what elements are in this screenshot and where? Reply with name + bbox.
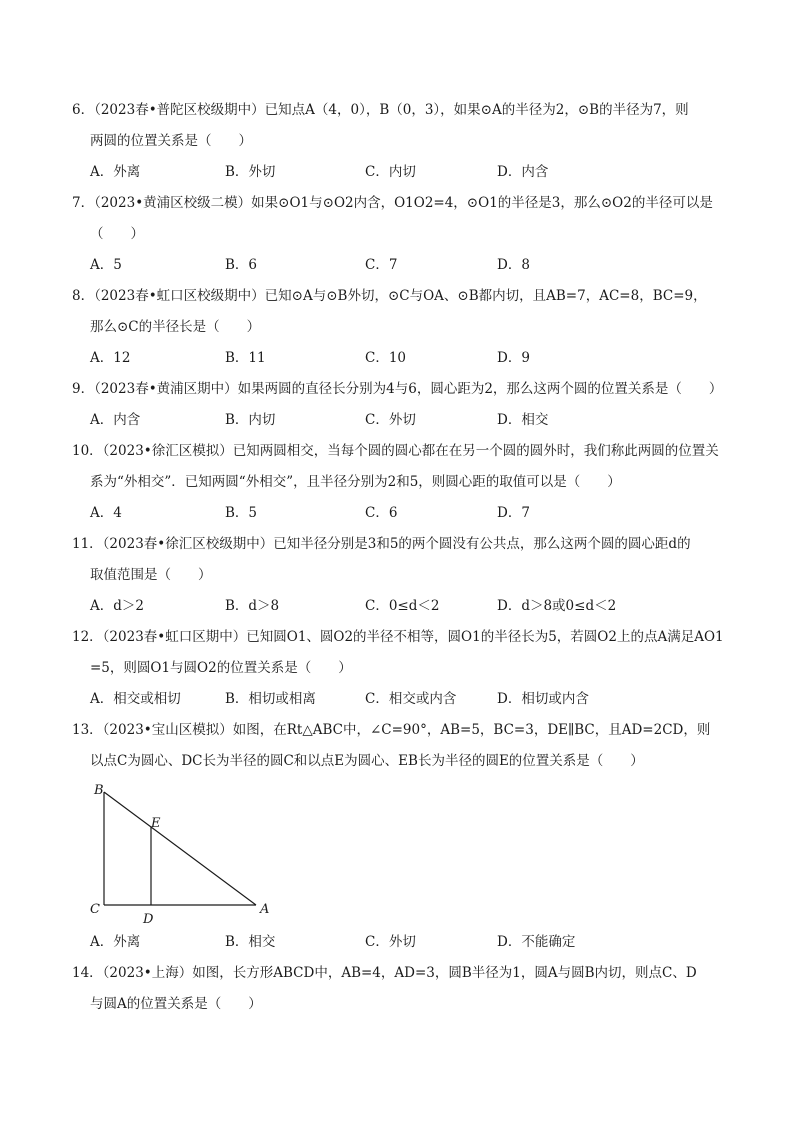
question-11-stem-cont: 取值范围是（ ） — [90, 567, 212, 583]
label-a: A — [260, 902, 270, 917]
question-12-stem: 12．（2023春•虹口区期中）已知圆O1、圆O2的半径不相等，圆O1的半径长为5，若圆O2上的点A满足AO1 — [72, 629, 724, 645]
option-c: C．6 — [365, 505, 398, 521]
option-d: D．d＞8或0≤d＜2 — [497, 598, 617, 614]
option-c: C．外切 — [365, 412, 416, 428]
option-a: A．12 — [90, 350, 131, 366]
question-7-stem-cont: （ ） — [90, 226, 144, 242]
option-b: B．d＞8 — [225, 598, 280, 614]
question-10-options — [90, 503, 750, 523]
option-d: D．8 — [497, 257, 530, 273]
question-6-stem: 6．（2023春•普陀区校级期中）已知点A（4，0），B（0，3），如果⊙A的半径为2，⊙B的半径为7，则 — [72, 102, 689, 118]
question-7-options — [90, 255, 750, 275]
option-b: B．5 — [225, 505, 258, 521]
question-6-stem-cont: 两圆的位置关系是（ ） — [90, 133, 252, 149]
question-10-stem: 10．（2023•徐汇区模拟）已知两圆相交，当每个圆的圆心都在在另一个圆的圆外时，我们称此两圆的位置关 — [72, 443, 719, 459]
question-10-stem-cont: 系为“外相交”．已知两圆“外相交”，且半径分别为2和5，则圆心距的取值可以是（ ） — [90, 474, 621, 490]
option-a: A．相交或相切 — [90, 691, 181, 707]
option-b: B．6 — [225, 257, 258, 273]
question-12-options — [90, 689, 750, 709]
option-a: A．外离 — [90, 164, 141, 180]
option-b: B．外切 — [225, 164, 276, 180]
option-d: D．9 — [497, 350, 530, 366]
option-c: C．外切 — [365, 934, 416, 950]
question-11-stem: 11．（2023春•徐汇区校级期中）已知半径分别是3和5的两个圆没有公共点，那么这两个圆的圆心距d的 — [72, 536, 691, 552]
question-13-stem: 13．（2023•宝山区模拟）如图，在Rt△ABC中，∠C=90°，AB=5，BC=3，DE∥BC，且AD=2CD，则 — [72, 722, 711, 738]
option-a: A．4 — [90, 505, 122, 521]
option-a: A．d＞2 — [90, 598, 144, 614]
triangle-figure — [84, 780, 284, 926]
question-13-options — [90, 932, 750, 952]
option-a: A．外离 — [90, 934, 141, 950]
option-c: C．相交或内含 — [365, 691, 457, 707]
option-b: B．相交 — [225, 934, 276, 950]
label-b: B — [94, 783, 104, 798]
option-d: D．相交 — [497, 412, 549, 428]
question-14-stem-cont: 与圆A的位置关系是（ ） — [90, 996, 262, 1012]
question-8-stem-cont: 那么⊙C的半径长是（ ） — [90, 319, 261, 335]
question-8-options — [90, 348, 750, 368]
option-c: C．内切 — [365, 164, 416, 180]
option-c: C．7 — [365, 257, 398, 273]
question-13-stem-cont: 以点C为圆心、DC长为半径的圆C和以点E为圆心、EB长为半径的圆E的位置关系是（ ） — [90, 753, 644, 769]
option-b: B．内切 — [225, 412, 276, 428]
option-d: D．内含 — [497, 164, 549, 180]
label-e: E — [151, 816, 161, 831]
option-b: B．相切或相离 — [225, 691, 316, 707]
label-c: C — [90, 902, 100, 917]
option-a: A．内含 — [90, 412, 141, 428]
option-b: B．11 — [225, 350, 266, 366]
question-6-options — [90, 162, 750, 182]
question-11-options — [90, 596, 750, 616]
segment-ab — [104, 792, 256, 905]
option-d: D．不能确定 — [497, 934, 576, 950]
option-d: D．相切或内含 — [497, 691, 589, 707]
option-a: A．5 — [90, 257, 122, 273]
question-9-stem: 9．（2023春•黄浦区期中）如果两圆的直径长分别为4与6，圆心距为2，那么这两个圆的位置关系是（ ） — [72, 381, 723, 397]
option-d: D．7 — [497, 505, 530, 521]
option-c: C．10 — [365, 350, 407, 366]
question-8-stem: 8．（2023春•虹口区校级期中）已知⊙A与⊙B外切，⊙C与OA、⊙B都内切，且AB=7，AC=8，BC=9， — [72, 288, 707, 304]
question-12-stem-cont: =5，则圆O1与圆O2的位置关系是（ ） — [90, 660, 352, 676]
question-9-options — [90, 410, 750, 430]
label-d: D — [143, 912, 154, 926]
option-c: C．0≤d＜2 — [365, 598, 440, 614]
question-7-stem: 7．（2023•黄浦区校级二模）如果⊙O1与⊙O2内含，O1O2=4，⊙O1的半径是3，那么⊙O2的半径可以是 — [72, 195, 713, 211]
question-14-stem: 14．（2023•上海）如图，长方形ABCD中，AB=4，AD=3，圆B半径为1，圆A与圆B内切，则点C、D — [72, 965, 697, 981]
